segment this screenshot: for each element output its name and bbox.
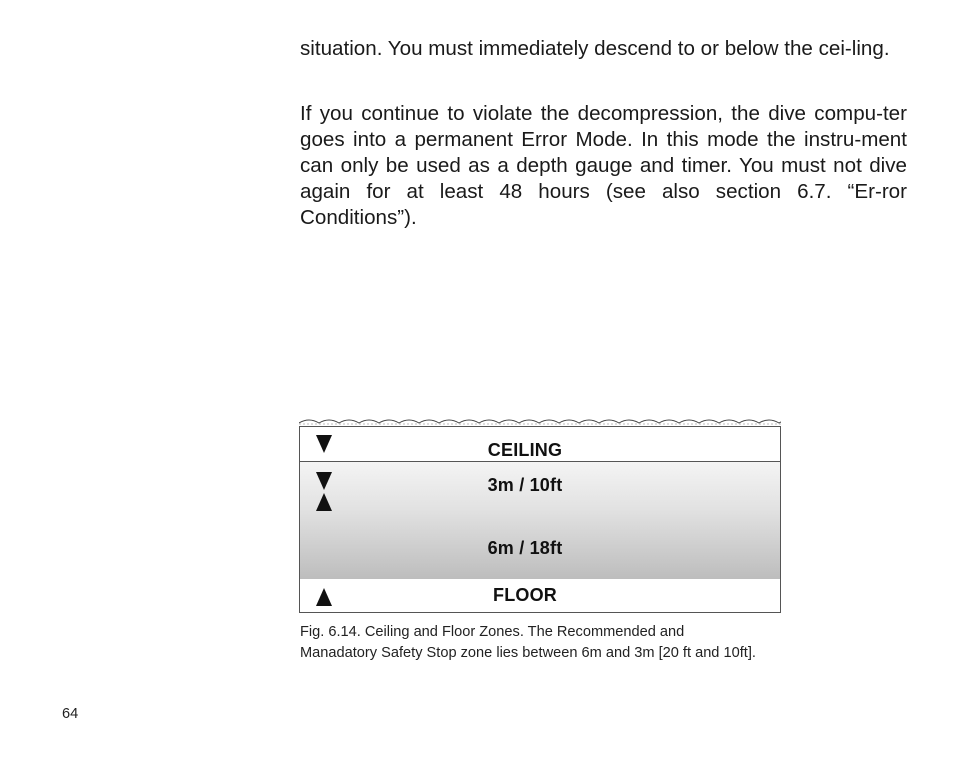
body-paragraph: situation. You must immediately descend to or below the cei-ling. bbox=[300, 37, 890, 60]
figure-caption: Fig. 6.14. Ceiling and Floor Zones. The Recommended and Manadatory Safety Stop zone lies between 6m and 3m [20 ft and 10ft]. bbox=[300, 624, 756, 661]
ceiling-floor-zones-figure bbox=[299, 414, 781, 614]
floor-zone bbox=[299, 579, 781, 613]
ceiling-label: CEILING bbox=[487, 440, 563, 460]
safety-stop-zone bbox=[299, 461, 781, 580]
depth-label-deep: 6m / 18ft bbox=[487, 538, 563, 558]
body-paragraph: If you continue to violate the decompression, the dive compu-ter goes into a permanent Error Mode. In this mode the instru-ment can only be used as a depth gauge and timer. You must not dive again for at least 48 hours (see also section 6.7. “Er-ror Conditions”). bbox=[300, 102, 907, 229]
wave-line bbox=[299, 420, 781, 423]
ceiling-zone bbox=[299, 426, 781, 461]
depth-label-shallow: 3m / 10ft bbox=[487, 475, 563, 495]
page-number: 64 bbox=[62, 706, 79, 722]
floor-label: FLOOR bbox=[493, 585, 557, 605]
